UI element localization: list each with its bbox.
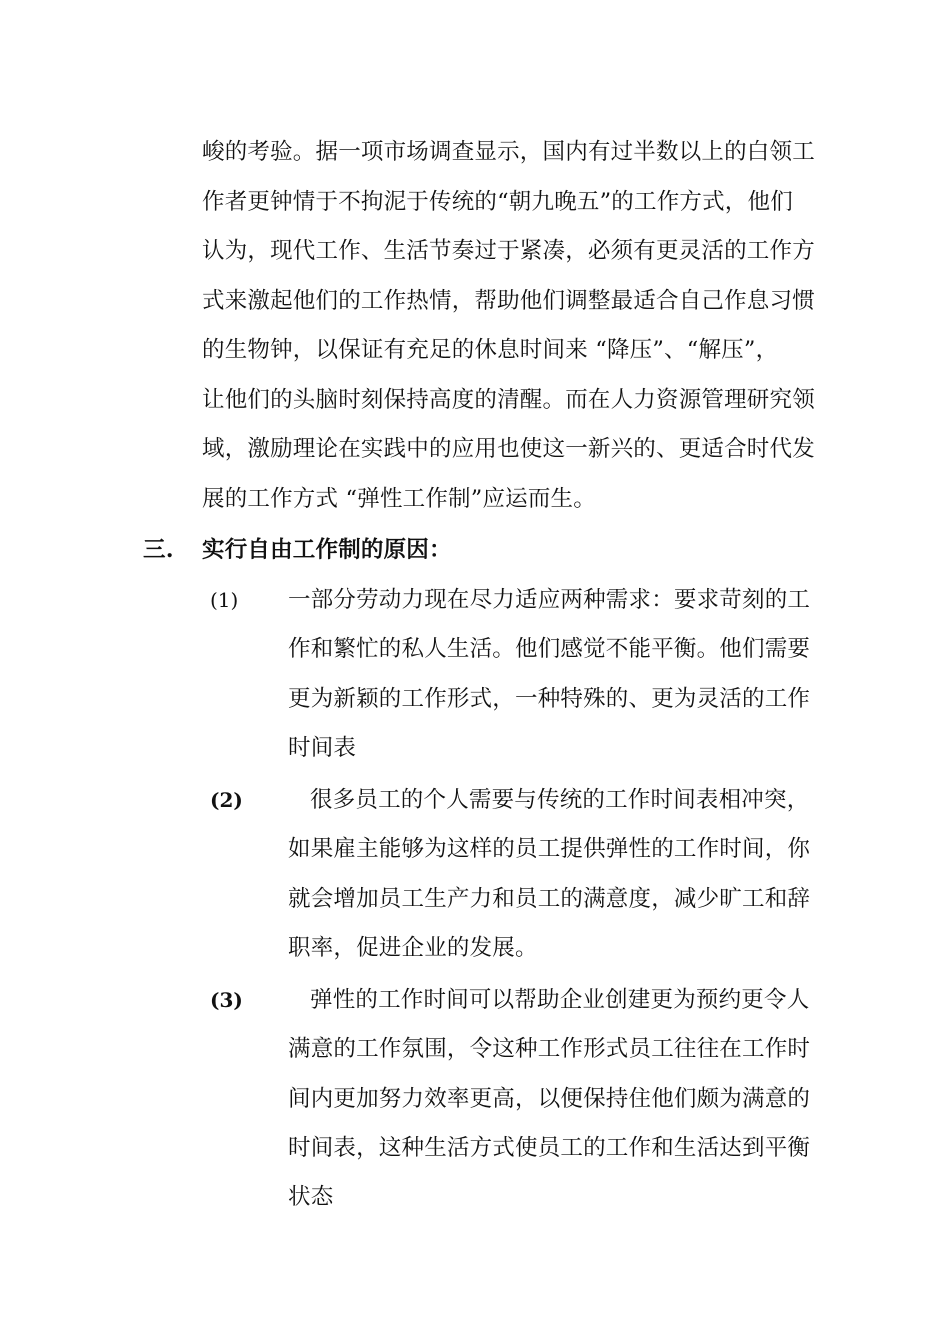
item-line: 很多员工的个人需要与传统的工作时间表相冲突， (310, 787, 810, 813)
paragraph-line: 展的工作方式 “弹性工作制”应运而生。 (202, 486, 596, 512)
item-line: 职率，促进企业的发展。 (288, 935, 538, 961)
paragraph-line: 认为，现代工作、生活节奏过于紧凑，必须有更灵活的工作方 (202, 238, 815, 264)
paragraph-line: 的生物钟，以保证有充足的休息时间来 “降压”、“解压”， (202, 337, 779, 363)
item-line: 作和繁忙的私人生活。他们感觉不能平衡。他们需要 (288, 636, 811, 662)
item-line: 一部分劳动力现在尽力适应两种需求：要求苛刻的工 (288, 587, 811, 613)
paragraph-line: 式来激起他们的工作热情，帮助他们调整最适合自己作息习惯 (202, 288, 815, 314)
item-marker: (3) (210, 988, 243, 1012)
item-line: 时间表 (288, 735, 357, 761)
section-number: 三. (143, 537, 174, 563)
paragraph-line: 域，激励理论在实践中的应用也使这一新兴的、更适合时代发 (202, 436, 815, 462)
item-line: 状态 (288, 1184, 334, 1210)
item-line: 更为新颖的工作形式，一种特殊的、更为灵活的工作 (288, 686, 811, 712)
paragraph-line: 峻的考验。据一项市场调查显示，国内有过半数以上的白领工 (202, 139, 815, 165)
item-line: 就会增加员工生产力和员工的满意度，减少旷工和辞 (288, 886, 811, 912)
paragraph-line: 作者更钟情于不拘泥于传统的“朝九晚五”的工作方式，他们 (202, 189, 793, 215)
item-line: 弹性的工作时间可以帮助企业创建更为预约更令人 (310, 987, 810, 1013)
item-line: 满意的工作氛围，令这种工作形式员工往往在工作时 (288, 1036, 811, 1062)
item-marker: (2) (210, 788, 243, 812)
section-title: 实行自由工作制的原因： (202, 537, 452, 563)
item-line: 如果雇主能够为这样的员工提供弹性的工作时间，你 (288, 836, 811, 862)
item-line: 时间表，这种生活方式使员工的工作和生活达到平衡 (288, 1135, 811, 1161)
item-line: 间内更加努力效率更高，以便保持住他们颇为满意的 (288, 1086, 811, 1112)
paragraph-line: 让他们的头脑时刻保持高度的清醒。而在人力资源管理研究领 (202, 387, 815, 413)
item-marker: (1) (210, 588, 239, 612)
